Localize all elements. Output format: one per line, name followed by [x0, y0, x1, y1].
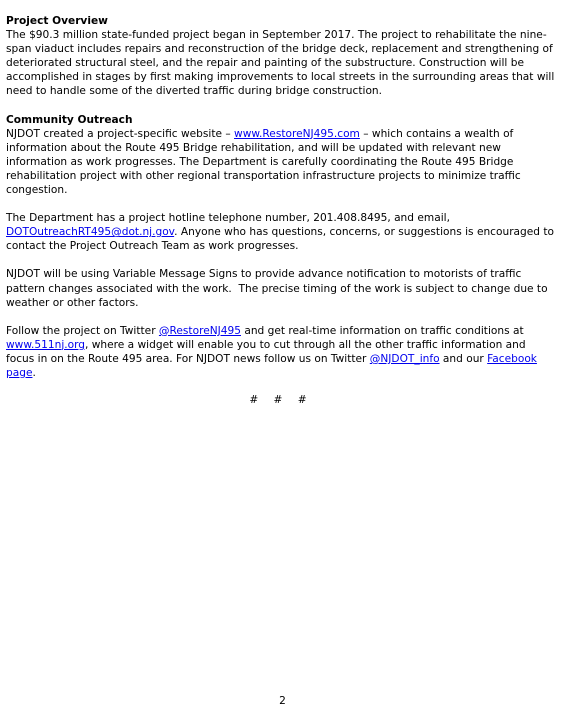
- follow-text-c: , where a widget will enable you to cut through all the other traffic information and focus in on the Route 495 area. For NJDOT news follow us on Twitter: [6, 338, 526, 365]
- message-signs-paragraph: NJDOT will be using Variable Message Signs to provide advance notification to motorists of traffic pattern changes associated with the work. The precise timing of the work is subject to change due to weather or other factors.: [6, 268, 548, 309]
- outreach-hotline-paragraph: [6, 211, 556, 253]
- paragraph-spacer: [6, 197, 556, 211]
- follow-text-e: .: [32, 366, 36, 379]
- paragraph-spacer: [6, 310, 556, 324]
- outreach-hotline-text-a: The Department has a project hotline telephone number, 201.408.8495, and email,: [6, 212, 450, 225]
- facebook-page-link[interactable]: Facebook page: [6, 352, 537, 379]
- follow-text-a: Follow the project on Twitter: [6, 324, 159, 337]
- 511nj-website-link[interactable]: www.511nj.org: [6, 338, 86, 351]
- follow-text-d: and our: [439, 352, 488, 365]
- follow-text-b: and get real-time information on traffic conditions at: [240, 324, 524, 337]
- end-separator: # # #: [249, 394, 313, 407]
- project-overview-heading: Project Overview: [6, 15, 108, 27]
- outreach-website-text-b: – which contains a wealth of information about the Route 495 Bridge rehabilitation, and will be updated with relevant new information as work progresses. The Department is carefully coordinating the Route 495 Bridge rehabilitation project with other regional transportation infrastructure projects to minimize traffic congestion.: [6, 127, 521, 197]
- outreach-email-link[interactable]: DOTOutreachRT495@dot.nj.gov: [6, 226, 175, 239]
- outreach-website-text-a: NJDOT created a project-specific website –: [6, 127, 235, 140]
- outreach-hotline-text-b: . Anyone who has questions, concerns, or suggestions is encouraged to contact the Project Outreach Team as work progresses.: [6, 226, 555, 253]
- page-number: 2: [279, 695, 286, 707]
- restore-nj495-website-link[interactable]: www.RestoreNJ495.com: [234, 127, 360, 140]
- paragraph-spacer: [6, 253, 556, 267]
- document-page: [6, 14, 556, 407]
- outreach-website-paragraph: [6, 127, 556, 197]
- restore-nj495-twitter-link[interactable]: @RestoreNJ495: [158, 324, 241, 337]
- section-spacer: [6, 99, 556, 113]
- community-outreach-heading: Community Outreach: [6, 113, 133, 126]
- follow-twitter-paragraph: [6, 324, 556, 380]
- njdot-info-twitter-link[interactable]: @NJDOT_info: [369, 352, 440, 365]
- project-overview-body: The $90.3 million state-funded project began in September 2017. The project to rehabilitate the nine-span viaduct includes repairs and reconstruction of the bridge deck, replacement and strengthening of deteriorated structural steel, and the repair and painting of the substructure. Construction will be accomplished in stages by first making improvements to local streets in the surrounding areas that will need to handle some of the diverted traffic during bridge construction.: [6, 29, 555, 98]
